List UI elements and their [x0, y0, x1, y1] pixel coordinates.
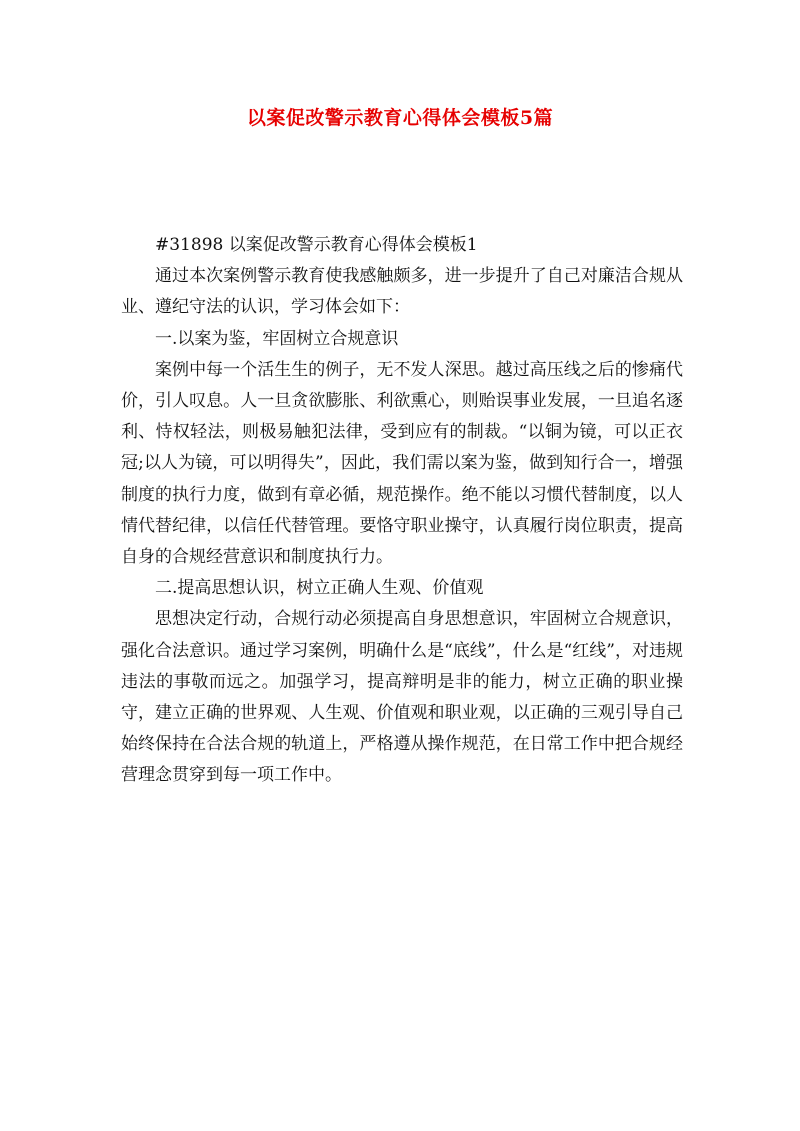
subheading-one: 一.以案为鉴，牢固树立合规意识 [155, 328, 399, 349]
document-title: 以案促改警示教育心得体会模板5篇 [246, 107, 554, 129]
intro-paragraph: 通过本次案例警示教育使我感触颇多，进一步提升了自己对廉洁合规从业、遵纪守法的认识，学习体会如下： [121, 266, 683, 318]
body-paragraph-two: 思想决定行动，合规行动必须提高自身思想意识，牢固树立合规意识，强化合法意识。通过学习案例，明确什么是“底线”，什么是“红线”，对违规违法的事敬而远之。加强学习，提高辩明是非的能力，树立正确的职业操守，建立正确的世界观、人生观、价值观和职业观，以正确的三观引导自己始终保持在合法合规的轨道上，严格遵从操作规范，在日常工作中把合规经营理念贯穿到每一项工作中。 [121, 609, 683, 786]
document-body [121, 230, 683, 792]
section-heading-template-1: #31898 以案促改警示教育心得体会模板1 [155, 235, 478, 255]
subheading-two: 二.提高思想认识，树立正确人生观、价值观 [155, 578, 484, 599]
body-paragraph-one: 案例中每一个活生生的例子，无不发人深思。越过高压线之后的惨痛代价，引人叹息。人一旦贪欲膨胀、利欲熏心，则贻误事业发展，一旦追名逐利、恃权轻法，则极易触犯法律，受到应有的制裁。“以铜为镜，可以正衣冠;以人为镜，可以明得失”，因此，我们需以案为鉴，做到知行合一，增强制度的执行力度，做到有章必循，规范操作。绝不能以习惯代替制度，以人情代替纪律，以信任代替管理。要恪守职业操守，认真履行岗位职责，提高自身的合规经营意识和制度执行力。 [121, 359, 683, 568]
